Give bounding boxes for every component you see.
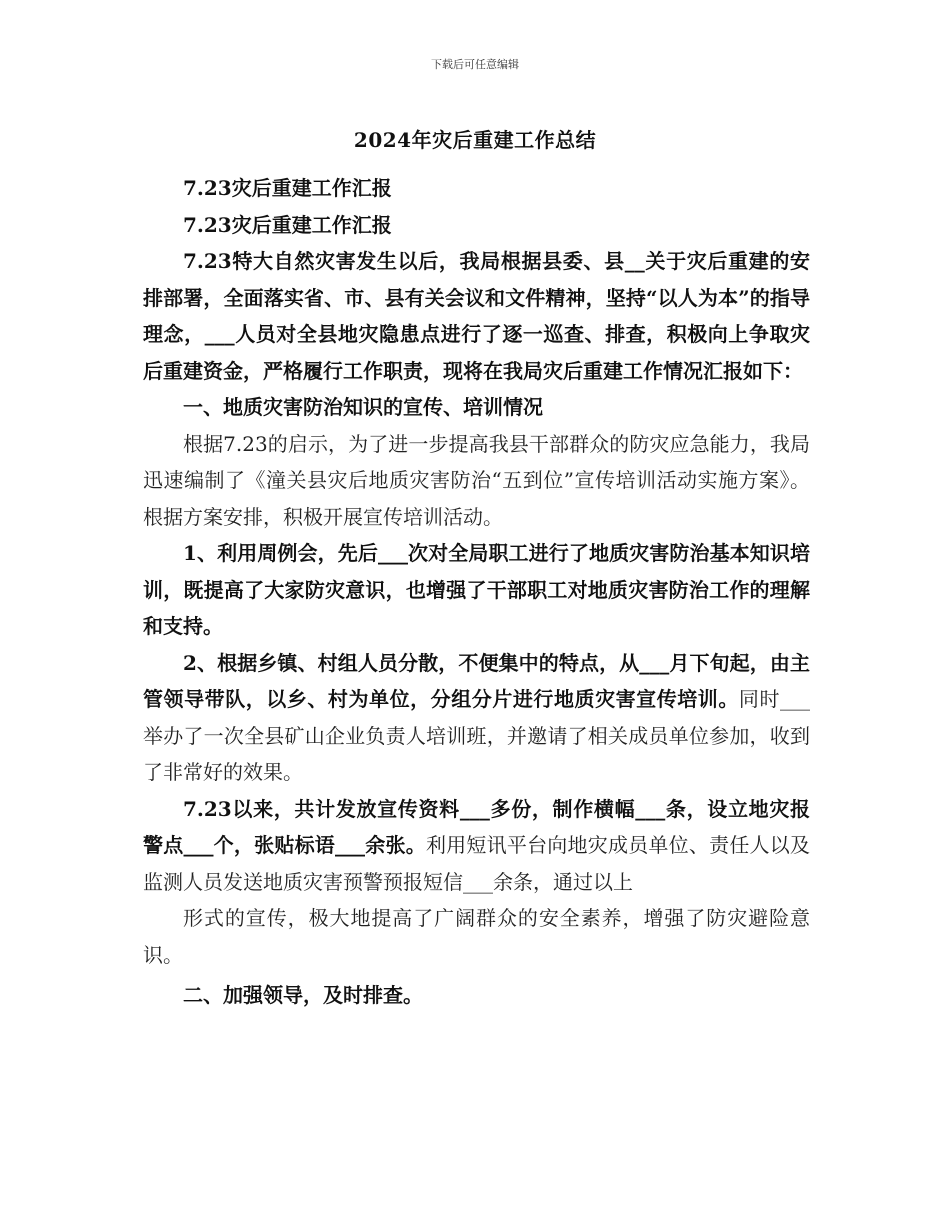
paragraph-item-2 bbox=[143, 645, 810, 791]
paragraph-continuation: 形式的宣传，极大地提高了广阔群众的安全素养，增强了防灾避险意识。 bbox=[143, 906, 810, 967]
header-note: 下载后可任意编辑 bbox=[431, 58, 519, 71]
document-title: 2024年灾后重建工作总结 bbox=[353, 128, 597, 152]
paragraph-stats bbox=[143, 791, 810, 901]
section-heading-2: 二、加强领导，及时排查。 bbox=[183, 983, 423, 1007]
paragraph-intro: 7.23特大自然灾害发生以后，我局根据县委、县__关于灾后重建的安排部署，全面落实省、市、县有关会议和文件精神，坚持“以人为本”的指导理念，___人员对全县地灾隐患点进行了逐一巡查、排查，积极向上争取灾后重建资金，严格履行工作职责，现将在我局灾后重建工作情况汇报如下： bbox=[143, 249, 810, 383]
paragraph-item-2-bold: 2、根据乡镇、村组人员分散，不便集中的特点，从___月下旬起，由主管领导带队，以乡、村为单位，分组分片进行地质灾害宣传培训。 bbox=[143, 650, 810, 711]
paragraph-subtitle-2: 7.23灾后重建工作汇报 bbox=[183, 212, 392, 237]
paragraph-item-1: 1、利用周例会，先后___次对全局职工进行了地质灾害防治基本知识培训，既提高了大家防灾意识，也增强了干部职工对地质灾害防治工作的理解和支持。 bbox=[143, 541, 810, 638]
paragraph-stats-normal: 利用短讯平台向地灾成员单位、责任人以及监测人员发送地质灾害预警预报短信___余条，通过以上 bbox=[143, 833, 811, 894]
paragraph-subtitle-1: 7.23灾后重建工作汇报 bbox=[183, 176, 392, 200]
paragraph-stats-bold: 7.23以来，共计发放宣传资料___多份，制作横幅___条，设立地灾报警点___个，张贴标语___余张。 bbox=[143, 796, 810, 857]
section-heading-1: 一、地质灾害防治知识的宣传、培训情况 bbox=[183, 395, 543, 419]
paragraph-section-1-intro: 根据7.23的启示，为了进一步提高我县干部群众的防灾应急能力，我局迅速编制了《潼关县灾后地质灾害防治“五到位”宣传培训活动实施方案》。根据方案安排，积极开展宣传培训活动。 bbox=[143, 431, 810, 529]
document-body bbox=[143, 170, 810, 1014]
paragraph-item-2-normal: 同时___举办了一次全县矿山企业负责人培训班，并邀请了相关成员单位参加，收到了非常好的效果。 bbox=[143, 687, 811, 784]
